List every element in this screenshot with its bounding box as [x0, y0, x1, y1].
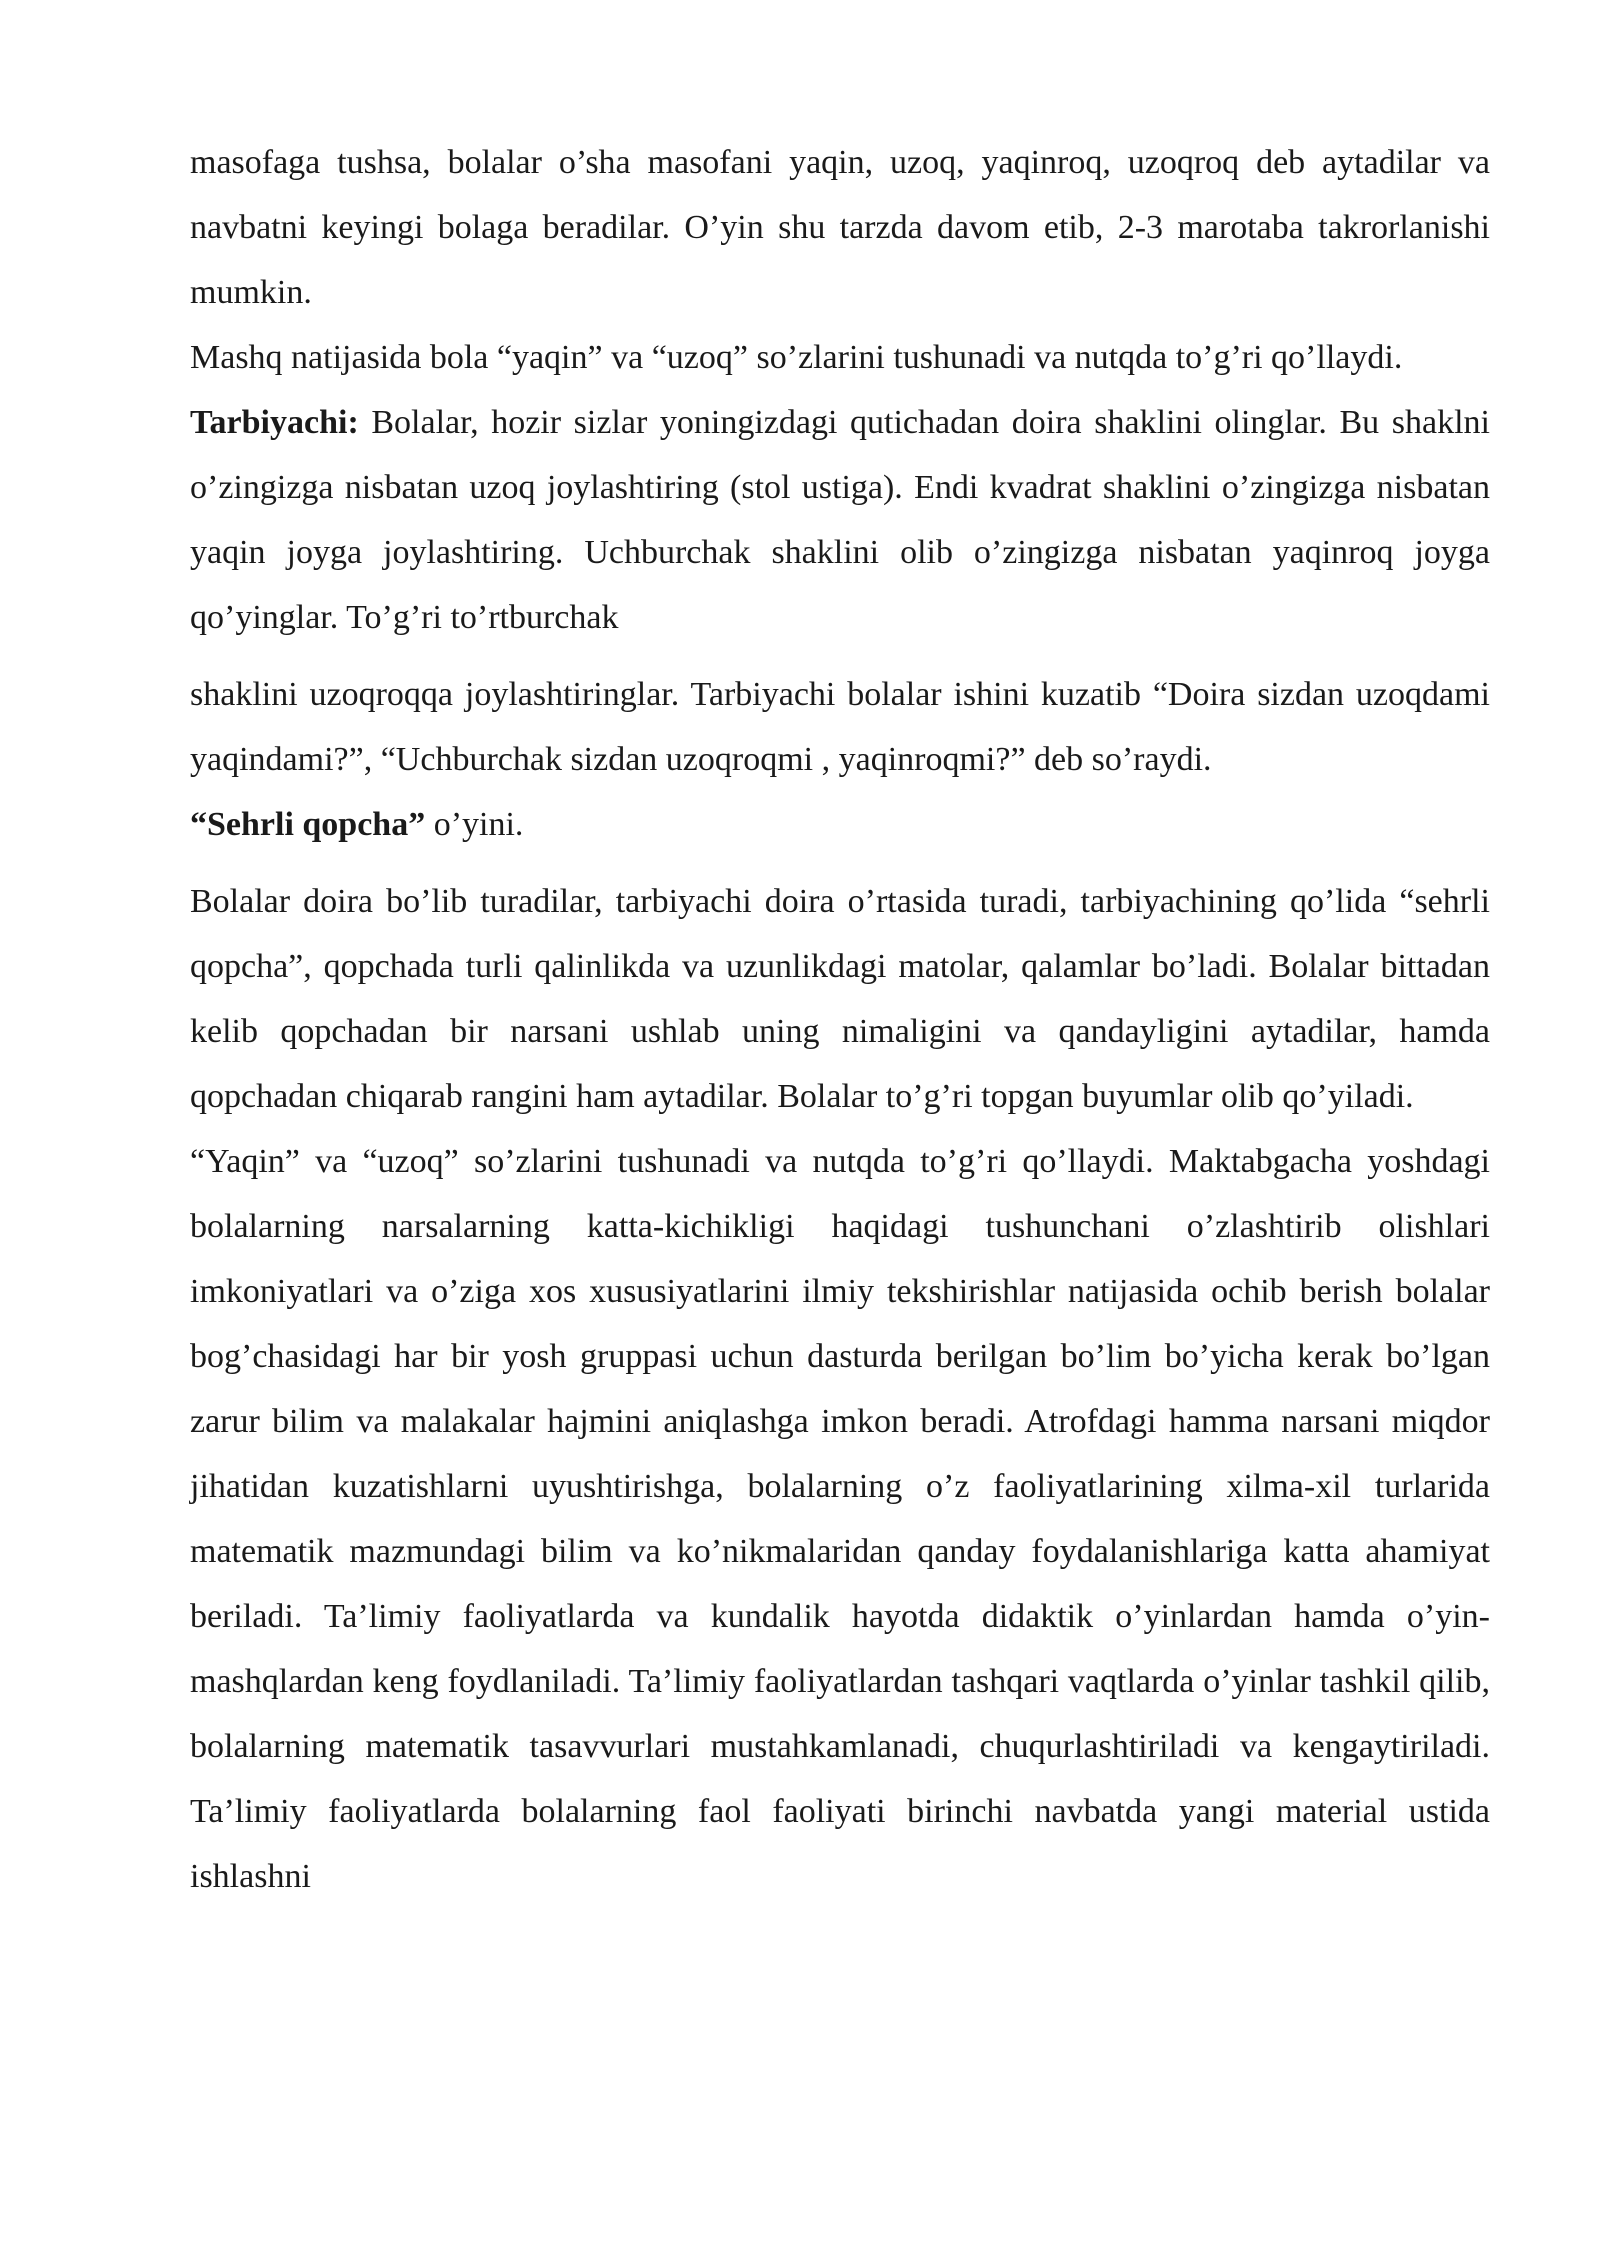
teacher-label: Tarbiyachi:	[190, 404, 359, 441]
paragraph-teacher-observation: shaklini uzoqroqqa joylashtiringlar. Tarbiyachi bolalar ishini kuzatib “Doira sizdan uzoqdami yaqindami?”, “Uchburchak sizdan uzoqroqmi , yaqinroqmi?” deb so’raydi.	[190, 676, 1490, 778]
game-title: “Sehrli qopcha”	[190, 806, 426, 843]
game-title-suffix: o’yini.	[425, 806, 524, 843]
paragraph-magic-bag-game: Bolalar doira bo’lib turadilar, tarbiyachi doira o’rtasida turadi, tarbiyachining qo’lida “sehrli qopcha”, qopchada turli qalinlikda va uzunlikdagi matolar, qalamlar bo’ladi. Bolalar bittadan kelib qopchadan bir narsani ushlab uning nimaligini va qandayligini aytadilar, hamda qopchadan chiqarab rangini ham aytadilar. Bolalar to’g’ri topgan buyumlar olib qo’yiladi.	[190, 883, 1490, 1115]
document-page	[190, 130, 1490, 1909]
paragraph-methodology: “Yaqin” va “uzoq” so’zlarini tushunadi va nutqda to’g’ri qo’llaydi. Maktabgacha yoshdagi bolalarning narsalarning katta-kichikligi haqidagi tushunchani o’zlashtirib olishlari imkoniyatlari va o’ziga xos xususiyatlarini ilmiy tekshirishlar natijasida ochib berish bolalar bog’chasidagi har bir yosh gruppasi uchun dasturda berilgan bo’lim bo’yicha kerak bo’lgan zarur bilim va malakalar hajmini aniqlashga imkon beradi. Atrofdagi hamma narsani miqdor jihatidan kuzatishlarni uyushtirishga, bolalarning o’z faoliyatlarining xilma-xil turlarida matematik mazmundagi bilim va ko’nikmalaridan qanday foydalanishlariga katta ahamiyat beriladi. Ta’limiy faoliyatlarda va kundalik hayotda didaktik o’yinlardan hamda o’yin-mashqlardan keng foydlaniladi. Ta’limiy faoliyatlardan tashqari vaqtlarda o’yinlar tashkil qilib, bolalarning matematik tasavvurlari mustahkamlanadi, chuqurlashtiriladi va kengaytiriladi. Ta’limiy faoliyatlarda bolalarning faol faoliyati birinchi navbatda yangi material ustida ishlashni	[190, 1143, 1490, 1895]
paragraph-game-description: masofaga tushsa, bolalar o’sha masofani yaqin, uzoq, yaqinroq, uzoqroq deb aytadilar va navbatni keyingi bolaga beradilar. O’yin shu tarzda davom etib, 2-3 marotaba takrorlanishi mumkin.	[190, 144, 1490, 311]
paragraph-exercise-result: Mashq natijasida bola “yaqin” va “uzoq” so’zlarini tushunadi va nutqda to’g’ri qo’llaydi.	[190, 339, 1403, 376]
game-title-line	[190, 792, 1490, 857]
paragraph-teacher-instructions	[190, 390, 1490, 650]
teacher-instructions-text: Bolalar, hozir sizlar yoningizdagi qutichadan doira shaklini olinglar. Bu shaklni o’zingizga nisbatan uzoq joylashtiring (stol ustiga). Endi kvadrat shaklini o’zingizga nisbatan yaqin joyga joylashtiring. Uchburchak shaklini olib o’zingizga nisbatan yaqinroq joyga qo’yinglar. To’g’ri to’rtburchak	[190, 404, 1490, 636]
